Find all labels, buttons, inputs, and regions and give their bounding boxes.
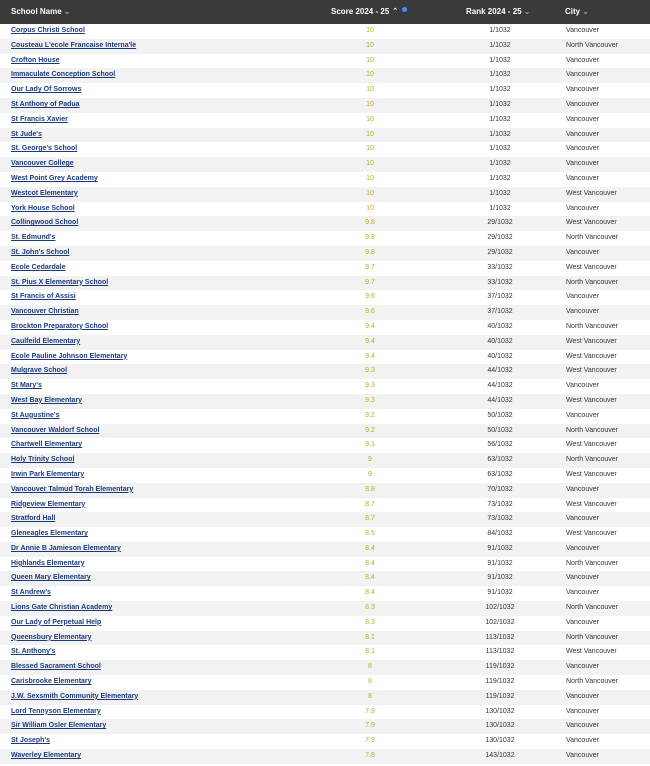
score-value: 8.3 [365, 604, 375, 612]
school-name-link[interactable]: St Francis Xavier [11, 115, 68, 123]
school-name-link[interactable]: Collingwood School [11, 219, 79, 227]
score-value: 10 [366, 160, 374, 168]
city-value: Vancouver [566, 485, 599, 493]
school-name-link[interactable]: Waverley Elementary [11, 752, 82, 760]
column-header-city[interactable] [565, 0, 589, 24]
info-icon[interactable] [402, 7, 407, 12]
score-value: 10 [366, 71, 374, 79]
school-name-link[interactable]: Brockton Preparatory School [11, 322, 109, 330]
city-value: North Vancouver [566, 678, 619, 686]
rank-value: 50/1032 [487, 411, 513, 419]
table-row [0, 187, 650, 202]
score-value: 8.1 [365, 633, 375, 641]
rank-value: 84/1032 [487, 530, 513, 538]
school-name-link[interactable]: St Joseph's [11, 737, 51, 745]
rank-value: 130/1032 [485, 707, 515, 715]
city-value: Vancouver [566, 100, 599, 108]
city-value: Vancouver [566, 115, 599, 123]
school-name-link[interactable]: Corpus Christi School [11, 27, 85, 34]
rank-value: 1/1032 [489, 145, 511, 153]
rank-value: 1/1032 [489, 71, 511, 79]
score-value: 9 [368, 470, 372, 478]
school-name-link[interactable]: Dr Annie B Jamieson Elementary [11, 544, 121, 552]
table-row [0, 276, 650, 291]
table-row [0, 335, 650, 350]
score-value: 9.2 [365, 411, 375, 419]
city-value: West Vancouver [566, 396, 617, 404]
school-name-link[interactable]: St Anthony of Padua [11, 100, 80, 108]
city-value: Vancouver [566, 692, 599, 700]
table-row [0, 202, 650, 217]
chevron-down-icon: ⌄ [63, 7, 71, 16]
rank-value: 91/1032 [487, 544, 513, 552]
rank-value: 40/1032 [487, 352, 513, 360]
rank-value: 44/1032 [487, 396, 513, 404]
rank-value: 130/1032 [485, 737, 515, 745]
table-row [0, 498, 650, 513]
score-value: 9 [368, 456, 372, 464]
city-value: West Vancouver [566, 367, 617, 375]
score-value: 9.7 [365, 263, 375, 271]
rank-value: 40/1032 [487, 322, 513, 330]
school-name-link[interactable]: Gleneagles Elementary [11, 530, 89, 538]
school-name-link[interactable]: Irwin Park Elementary [11, 470, 85, 478]
rank-value: 1/1032 [489, 56, 511, 64]
table-row [0, 54, 650, 69]
score-value: 7.9 [365, 737, 375, 745]
table-row [0, 705, 650, 720]
city-value: Vancouver [566, 27, 599, 34]
score-value: 7.9 [365, 707, 375, 715]
table-row [0, 601, 650, 616]
city-value: Vancouver [566, 308, 599, 316]
school-name-link[interactable]: St. John's School [11, 248, 70, 256]
school-name-link[interactable]: Vancouver College [11, 160, 74, 168]
city-value: Vancouver [566, 411, 599, 419]
score-value: 7.9 [365, 722, 375, 730]
table-row [0, 394, 650, 409]
city-value: West Vancouver [566, 352, 617, 360]
score-value: 9.3 [365, 396, 375, 404]
city-value: West Vancouver [566, 500, 617, 508]
rank-value: 1/1032 [489, 100, 511, 108]
city-value: Vancouver [566, 589, 599, 597]
city-value: West Vancouver [566, 648, 617, 656]
school-name-link[interactable]: West Bay Elementary [11, 396, 83, 404]
city-value: North Vancouver [566, 426, 619, 434]
school-name-link[interactable]: St Mary's [11, 382, 42, 390]
score-value: 8 [368, 692, 372, 700]
city-value: West Vancouver [566, 470, 617, 478]
school-name-link[interactable]: Queen Mary Elementary [11, 574, 91, 582]
score-value: 9.4 [365, 337, 375, 345]
rank-value: 1/1032 [489, 41, 511, 49]
school-name-link[interactable]: Ridgeview Elementary [11, 500, 86, 508]
rank-value: 1/1032 [489, 27, 511, 34]
table-row [0, 157, 650, 172]
table-header [0, 0, 650, 24]
table-row [0, 409, 650, 424]
score-value: 9.3 [365, 382, 375, 390]
score-value: 9.2 [365, 426, 375, 434]
score-value: 10 [366, 189, 374, 197]
score-value: 9.1 [365, 441, 375, 449]
rank-value: 73/1032 [487, 515, 513, 523]
city-value: Vancouver [566, 248, 599, 256]
city-value: Vancouver [566, 544, 599, 552]
table-row [0, 749, 650, 764]
score-value: 8.4 [365, 544, 375, 552]
rank-value: 143/1032 [485, 752, 515, 760]
rank-value: 73/1032 [487, 500, 513, 508]
school-name-link[interactable]: St Andrew's [11, 589, 51, 597]
rank-value: 63/1032 [487, 456, 513, 464]
city-value: Vancouver [566, 130, 599, 138]
table-row [0, 645, 650, 660]
score-value: 8.8 [365, 485, 375, 493]
column-header-school-name-label: School Name [11, 7, 62, 16]
school-name-link[interactable]: Lord Tennyson Elementary [11, 707, 101, 715]
table-row [0, 68, 650, 83]
city-value: Vancouver [566, 160, 599, 168]
city-value: Vancouver [566, 663, 599, 671]
school-name-link[interactable]: Vancouver Waldorf School [11, 426, 100, 434]
school-name-link[interactable]: Blessed Sacrament School [11, 663, 101, 671]
rank-value: 119/1032 [485, 663, 515, 671]
school-name-link[interactable]: Stratford Hall [11, 515, 56, 523]
rank-value: 1/1032 [489, 204, 511, 212]
score-value: 8.7 [365, 515, 375, 523]
city-value: West Vancouver [566, 189, 617, 197]
score-value: 9.8 [365, 234, 375, 242]
table-row [0, 527, 650, 542]
column-header-rank[interactable] [466, 0, 530, 24]
table-row [0, 261, 650, 276]
school-name-link[interactable]: Mulgrave School [11, 367, 68, 375]
rank-value: 44/1032 [487, 367, 513, 375]
school-name-link[interactable]: Our Lady Of Sorrows [11, 86, 82, 94]
city-value: West Vancouver [566, 441, 617, 449]
score-value: 8.4 [365, 559, 375, 567]
rank-value: 102/1032 [485, 604, 515, 612]
school-name-link[interactable]: St Augustine's [11, 411, 60, 419]
sort-up-icon: ⌃ [392, 8, 399, 15]
rank-value: 37/1032 [487, 293, 513, 301]
rank-value: 91/1032 [487, 574, 513, 582]
rank-value: 50/1032 [487, 426, 513, 434]
table-row [0, 305, 650, 320]
rank-value: 1/1032 [489, 174, 511, 182]
rank-value: 1/1032 [489, 86, 511, 94]
city-value: North Vancouver [566, 41, 619, 49]
score-value: 8.3 [365, 618, 375, 626]
school-name-link[interactable]: St. Anthony's [11, 648, 56, 656]
city-value: West Vancouver [566, 263, 617, 271]
rank-value: 33/1032 [487, 278, 513, 286]
table-row [0, 675, 650, 690]
city-value: Vancouver [566, 204, 599, 212]
school-name-link[interactable]: Cousteau L'ecole Francaise Interna'le [11, 41, 137, 49]
city-value: Vancouver [566, 86, 599, 94]
score-value: 10 [366, 56, 374, 64]
score-value: 8.1 [365, 648, 375, 656]
score-value: 9.6 [365, 308, 375, 316]
school-name-link[interactable]: Immaculate Conception School [11, 71, 116, 79]
table-row [0, 483, 650, 498]
city-value: Vancouver [566, 515, 599, 523]
school-name-link[interactable]: Our Lady of Perpetual Help [11, 618, 102, 626]
city-value: Vancouver [566, 56, 599, 64]
city-value: Vancouver [566, 574, 599, 582]
score-value: 9.3 [365, 367, 375, 375]
column-header-score-label: Score 2024 - 25 [331, 7, 390, 16]
rank-value: 29/1032 [487, 234, 513, 242]
table-row [0, 320, 650, 335]
city-value: West Vancouver [566, 530, 617, 538]
table-row [0, 438, 650, 453]
rank-value: 119/1032 [485, 692, 515, 700]
school-name-link[interactable]: St Jude's [11, 130, 42, 138]
score-value: 9.8 [365, 219, 375, 227]
score-value: 9.4 [365, 322, 375, 330]
city-value: Vancouver [566, 293, 599, 301]
rank-value: 119/1032 [485, 678, 515, 686]
city-value: Vancouver [566, 752, 599, 760]
school-name-link[interactable]: Highlands Elementary [11, 559, 85, 567]
school-name-link[interactable]: Caulfeild Elementary [11, 337, 81, 345]
city-value: North Vancouver [566, 604, 619, 612]
rank-value: 1/1032 [489, 115, 511, 123]
school-name-link[interactable]: Holy Trinity School [11, 456, 75, 464]
score-value: 9.6 [365, 293, 375, 301]
school-name-link[interactable]: Carisbrooke Elementary [11, 678, 92, 686]
table-row [0, 734, 650, 749]
city-value: Vancouver [566, 722, 599, 730]
table-row [0, 379, 650, 394]
score-value: 7.8 [365, 752, 375, 760]
table-row [0, 172, 650, 187]
city-value: Vancouver [566, 382, 599, 390]
rank-value: 130/1032 [485, 722, 515, 730]
score-value: 10 [366, 27, 374, 34]
school-name-link[interactable]: St Francis of Assisi [11, 293, 76, 301]
city-value: North Vancouver [566, 278, 619, 286]
school-name-link[interactable]: St. Edmund's [11, 234, 56, 242]
rank-value: 63/1032 [487, 470, 513, 478]
school-name-link[interactable]: Queensbury Elementary [11, 633, 92, 641]
table-row [0, 557, 650, 572]
table-row [0, 24, 650, 39]
column-header-rank-label: Rank 2024 - 25 [466, 7, 522, 16]
table-row [0, 542, 650, 557]
score-value: 10 [366, 41, 374, 49]
score-value: 10 [366, 204, 374, 212]
table-row [0, 350, 650, 365]
table-row [0, 719, 650, 734]
table-row [0, 98, 650, 113]
rank-value: 91/1032 [487, 589, 513, 597]
column-header-score[interactable] [331, 0, 407, 24]
school-name-link[interactable]: Vancouver Talmud Torah Elementary [11, 485, 134, 493]
school-name-link[interactable]: West Point Grey Academy [11, 174, 98, 182]
city-value: West Vancouver [566, 219, 617, 227]
table-row [0, 468, 650, 483]
rank-value: 91/1032 [487, 559, 513, 567]
city-value: North Vancouver [566, 234, 619, 242]
chevron-down-icon: ⌄ [523, 7, 531, 16]
city-value: West Vancouver [566, 337, 617, 345]
table-row [0, 231, 650, 246]
city-value: North Vancouver [566, 322, 619, 330]
city-value: Vancouver [566, 618, 599, 626]
score-value: 9.8 [365, 248, 375, 256]
rank-value: 56/1032 [487, 441, 513, 449]
school-name-link[interactable]: Chartwell Elementary [11, 441, 83, 449]
column-header-city-label: City [565, 7, 581, 16]
table-row [0, 616, 650, 631]
rank-value: 1/1032 [489, 160, 511, 168]
school-name-link[interactable]: Sir William Osler Elementary [11, 722, 107, 730]
table-row [0, 128, 650, 143]
table-row [0, 246, 650, 261]
school-name-link[interactable]: St. Pius X Elementary School [11, 278, 109, 286]
rank-value: 40/1032 [487, 337, 513, 345]
rank-value: 37/1032 [487, 308, 513, 316]
table-row [0, 660, 650, 675]
table-row [0, 453, 650, 468]
rank-value: 1/1032 [489, 130, 511, 138]
table-row [0, 512, 650, 527]
rank-value: 29/1032 [487, 248, 513, 256]
table-row [0, 690, 650, 705]
table-row [0, 290, 650, 305]
table-row [0, 216, 650, 231]
score-value: 8.4 [365, 589, 375, 597]
city-value: Vancouver [566, 707, 599, 715]
table-row [0, 586, 650, 601]
table-row [0, 424, 650, 439]
column-header-school-name[interactable] [11, 0, 70, 24]
city-value: Vancouver [566, 71, 599, 79]
school-name-link[interactable]: York House School [11, 204, 75, 212]
rank-value: 44/1032 [487, 382, 513, 390]
city-value: North Vancouver [566, 456, 619, 464]
city-value: Vancouver [566, 737, 599, 745]
school-name-link[interactable]: Westcot Elementary [11, 189, 78, 197]
chevron-down-icon: ⌄ [582, 7, 589, 16]
city-value: North Vancouver [566, 559, 619, 567]
rank-value: 70/1032 [487, 485, 513, 493]
score-value: 8 [368, 678, 372, 686]
table-row [0, 113, 650, 128]
score-value: 9.4 [365, 352, 375, 360]
school-name-link[interactable]: Vancouver Christian [11, 308, 79, 316]
rank-value: 102/1032 [485, 618, 515, 626]
score-value: 8.4 [365, 574, 375, 582]
score-value: 10 [366, 145, 374, 153]
score-value: 8 [368, 663, 372, 671]
score-value: 10 [366, 174, 374, 182]
city-value: North Vancouver [566, 633, 619, 641]
table-row [0, 631, 650, 646]
score-value: 8.7 [365, 500, 375, 508]
city-value: Vancouver [566, 145, 599, 153]
score-value: 10 [366, 86, 374, 94]
city-value: Vancouver [566, 174, 599, 182]
score-value: 8.5 [365, 530, 375, 538]
school-name-link[interactable]: J.W. Sexsmith Community Elementary [11, 692, 139, 700]
rank-value: 29/1032 [487, 219, 513, 227]
score-value: 10 [366, 130, 374, 138]
table-row [0, 364, 650, 379]
rank-value: 113/1032 [485, 633, 515, 641]
school-name-link[interactable]: Lions Gate Christian Academy [11, 604, 113, 612]
rank-value: 113/1032 [485, 648, 515, 656]
score-value: 10 [366, 115, 374, 123]
table-row [0, 83, 650, 98]
table-row [0, 39, 650, 54]
rank-value: 1/1032 [489, 189, 511, 197]
table-body [0, 24, 650, 764]
score-value: 10 [366, 100, 374, 108]
table-row [0, 571, 650, 586]
school-name-link[interactable]: Ecole Cedardale [11, 263, 66, 271]
school-name-link[interactable]: Crofton House [11, 56, 60, 64]
rank-value: 33/1032 [487, 263, 513, 271]
table-row [0, 142, 650, 157]
score-value: 9.7 [365, 278, 375, 286]
school-name-link[interactable]: St. George's School [11, 145, 78, 153]
school-name-link[interactable]: Ecole Pauline Johnson Elementary [11, 352, 128, 360]
